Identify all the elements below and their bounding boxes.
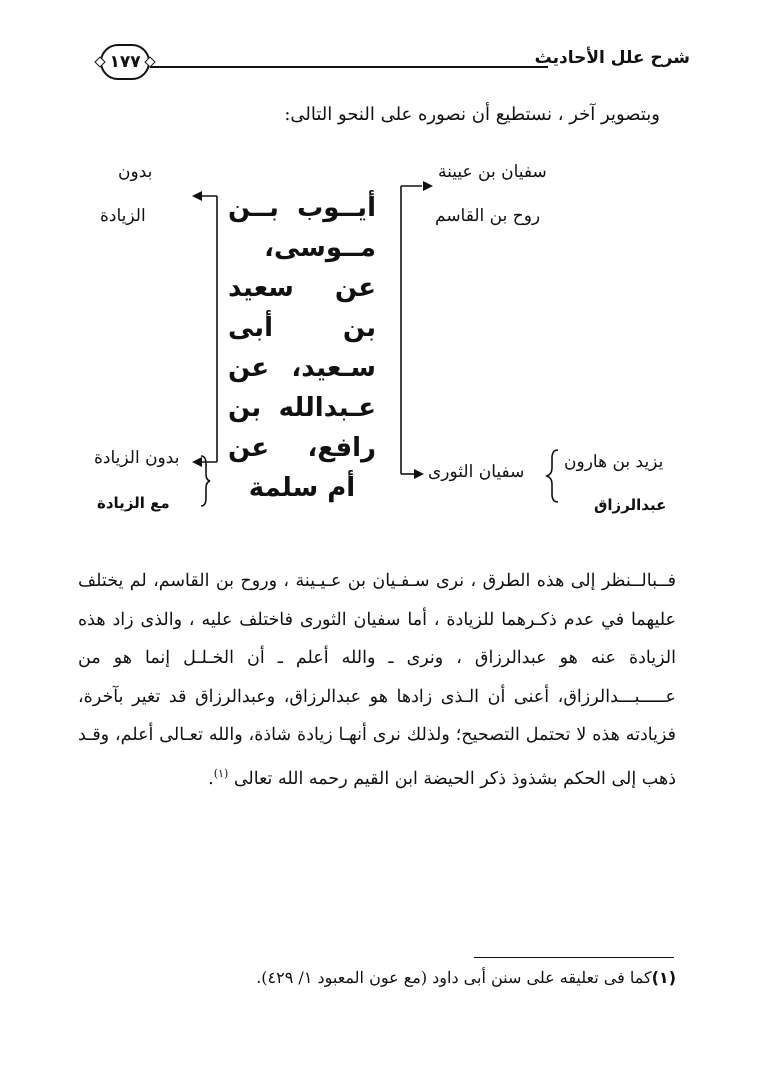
arrow-top-right	[423, 181, 433, 191]
narrator-sufyan-ath-thawri: سفيان الثورى	[428, 462, 525, 482]
narrator-brace	[547, 450, 558, 502]
narrator-abdurrazzaq: عبدالرزاق	[594, 496, 667, 514]
result-without-addition-bottom: بدون الزيادة	[94, 448, 180, 468]
isnad-chain: أيــوب بــن مــوسى، عن سعيد بن أبى سـعيد، عن عـبدالله بن رافع، عن أم سلمة	[228, 193, 376, 503]
paragraph-text: فــبالــنظر إلى هذه الطرق ، نرى سـفـيان بن عـيـينة ، وروح بن القاسم، لم يختلف عليهما في عدم ذكـرهما للزيادة ، أما سفيان الثورى فاختلف عليه ، والذى زاد هذه الزيادة عنه هو عبدالرزاق ، ونرى ـ والله أعلم ـ أن الخـلـل إنما هو من عـــــبـــدالرزاق، أعنى أن الـذى زادها هو عبدالرزاق، وعبدالرزاق قد تغير بآخرة، فزيادته هذه لا تحتمل التصحيح؛ ولذلك نرى أنهـا زيادة شاذة، والله تعـالى أعلم، وقـد ذهب إلى الحكم بشذوذ ذكر الحيضة ابن القيم رحمه الله تعالى	[78, 571, 676, 789]
body-paragraph: فــبالــنظر إلى هذه الطرق ، نرى سـفـيان بن عـيـينة ، وروح بن القاسم، لم يختلف عليهما في عدم ذكـرهما للزيادة ، أما سفيان الثورى فاختلف عليه ، والذى زاد هذه الزيادة عنه هو عبدالرزاق ، ونرى ـ والله أعلم ـ أن الخـلـل إنما هو من عـــــبـــدالرزاق، أعنى أن الـذى زادها هو عبدالرزاق، وعبدالرزاق قد تغير بآخرة، فزيادته هذه لا تحتمل التصحيح؛ ولذلك نرى أنهـا زيادة شاذة، والله تعـالى أعلم، وقـد ذهب إلى الحكم بشذوذ ذكر الحيضة ابن القيم رحمه الله تعالى $^{(١)}$.	[78, 571, 676, 789]
footnote-text: كما فى تعليقه على سنن أبى داود (مع عون المعبود ١/ ٤٢٩).	[256, 968, 652, 987]
narrator-yazid-ibn-harun: يزيد بن هارون	[564, 452, 664, 472]
footnote-rule	[474, 957, 674, 958]
narrator-rawh-ibn-al-qasim: روح بن القاسم	[435, 206, 541, 226]
arrow-top-left	[192, 191, 202, 201]
arrow-bottom-left	[192, 457, 202, 467]
result-brace	[201, 456, 210, 506]
result-with-addition: مع الزيادة	[97, 494, 170, 512]
arrow-bottom-right	[414, 469, 424, 479]
intro-line: وبتصوير آخر ، نستطيع أن نصوره على النحو التالى:	[284, 104, 660, 125]
result-without-addition-1: بدون	[118, 162, 153, 182]
narrator-sufyan-ibn-uyaynah: سفيان بن عيينة	[438, 162, 547, 182]
page-number: ١٧٧	[109, 52, 141, 72]
running-title: شرح علل الأحاديث	[534, 48, 690, 68]
footnote	[256, 968, 676, 987]
footnote-reference[interactable]: (١)	[213, 766, 229, 780]
footnote-marker: (١)	[651, 968, 676, 987]
result-without-addition-2: الزيادة	[100, 206, 146, 226]
